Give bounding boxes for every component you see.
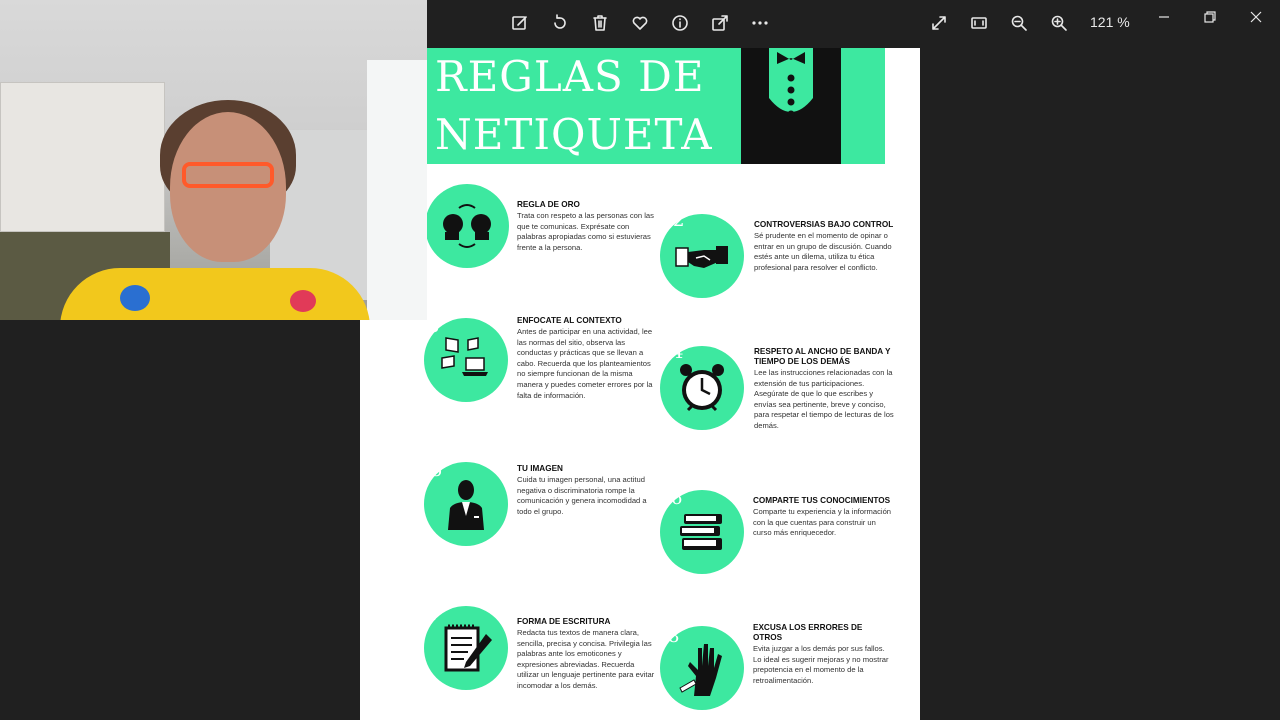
- rule-4-text: [754, 347, 894, 432]
- handshake-icon: [674, 228, 730, 284]
- delete-button[interactable]: [585, 8, 615, 38]
- writing-notepad-icon: [438, 620, 494, 676]
- restore-icon: [1204, 11, 1216, 23]
- rule-2-title: CONTROVERSIAS BAJO CONTROL: [754, 220, 894, 229]
- more-options-button[interactable]: [745, 8, 775, 38]
- more-icon: [751, 14, 769, 32]
- favorite-icon: [631, 14, 649, 32]
- rule-3-number: 3: [428, 316, 440, 337]
- rule-3-title: ENFOCATE AL CONTEXTO: [517, 316, 622, 325]
- rule-6-body: Comparte tu experiencia y la información con la que cuentas para construir un curso más enriquecedor.: [753, 507, 892, 538]
- rule-6-text: [753, 496, 893, 539]
- rule-3-text: [517, 316, 657, 401]
- zoom-out-button[interactable]: [1004, 8, 1034, 38]
- rule-2-body: Sé prudente en el momento de opinar o entrar en un grupo de discusión. Cuando estés ante un dilema, utiliza tu ética profesional para resolver el conflicto.: [754, 231, 892, 272]
- minimize-icon: [1158, 11, 1170, 23]
- banner-title-line2: NETIQUETA: [435, 110, 713, 159]
- rule-5-number: 5: [431, 460, 443, 481]
- helping-hands-icon: [674, 640, 730, 696]
- info-icon: [671, 14, 689, 32]
- rule-6-number: 6: [671, 488, 683, 509]
- edit-button[interactable]: [505, 8, 535, 38]
- alarm-clock-icon: [674, 360, 730, 416]
- zoom-in-button[interactable]: [1044, 8, 1074, 38]
- rule-8-title: EXCUSA LOS ERRORES DE OTROS: [753, 623, 863, 642]
- book-stack-icon: [674, 504, 730, 560]
- webcam-overlay: [0, 0, 427, 320]
- webcam-shirt-flower: [120, 285, 150, 311]
- fullscreen-icon: [930, 14, 948, 32]
- fullscreen-button[interactable]: [924, 8, 954, 38]
- rule-5-title: TU IMAGEN: [517, 464, 563, 473]
- share-icon: [711, 14, 729, 32]
- title-banner: [427, 48, 885, 164]
- rule-2-text: [754, 220, 894, 273]
- viewer-toolbar: [0, 0, 1280, 46]
- rotate-button[interactable]: [545, 8, 575, 38]
- fit-to-window-button[interactable]: [964, 8, 994, 38]
- webcam-shirt-flower: [290, 290, 316, 312]
- document-page: [360, 48, 920, 720]
- rule-7-body: Redacta tus textos de manera clara, sencilla, precisa y concisa. Privilegia las palabras ante los emoticones y expresiones abreviadas. Recuerda utilizar un lenguaje pertinente para evitar incomodar a los demás.: [517, 628, 655, 690]
- books-laptop-icon: [438, 332, 494, 388]
- webcam-shirt: [60, 268, 370, 320]
- rule-7-number: 7: [430, 604, 442, 625]
- rule-1-text: [517, 200, 657, 253]
- close-icon: [1250, 11, 1262, 23]
- edit-icon: [511, 14, 529, 32]
- tuxedo-icon: [733, 48, 849, 164]
- minimize-button[interactable]: [1144, 4, 1184, 30]
- businessman-icon: [438, 476, 494, 532]
- rule-7-text: [517, 617, 657, 692]
- rule-3-body: Antes de participar en una actividad, lee las normas del sitio, observa las conductas y prácticas que se llevan a cabo. Recuerda que los planteamientos no siempre funcionan de la misma manera y puedes cometer errores por la falta de información.: [517, 327, 653, 400]
- share-button[interactable]: [705, 8, 735, 38]
- favorite-button[interactable]: [625, 8, 655, 38]
- banner-title-line1: REGLAS DE: [435, 52, 705, 101]
- rule-8-number: 8: [668, 626, 680, 647]
- rule-2-number: 2: [673, 210, 685, 231]
- rule-6-title: COMPARTE TUS CONOCIMIENTOS: [753, 496, 891, 505]
- banner-title: [435, 48, 713, 164]
- rule-1-title: REGLA DE ORO: [517, 200, 580, 209]
- rule-8-body: Evita juzgar a los demás por sus fallos. Lo ideal es sugerir mejoras y no mostrar prepotencia en el momento de la retroalimentación.: [753, 644, 889, 685]
- zoom-in-icon: [1050, 14, 1068, 32]
- rule-4-body: Lee las instrucciones relacionadas con la extensión de tus participaciones. Asegúrate de que lo que escribes y envías sea pertinente, breve y conciso, para respetar el tiempo de lecturas de los demás.: [754, 368, 894, 430]
- rule-5-body: Cuida tu imagen personal, una actitud negativa o discriminatoria rompe la comunicación y genera incomodidad a todo el grupo.: [517, 475, 647, 516]
- webcam-glasses: [182, 162, 274, 188]
- rule-4-number: 4: [672, 342, 684, 363]
- delete-icon: [591, 14, 609, 32]
- rule-1-body: Trata con respeto a las personas con las que te comunicas. Exprésate con palabras apropiadas como si estuvieras frente a la persona.: [517, 211, 654, 252]
- zoom-out-icon: [1010, 14, 1028, 32]
- rule-8-text: [753, 623, 893, 686]
- rule-4-title: RESPETO AL ANCHO DE BANDA Y TIEMPO DE LOS DEMÁS: [754, 347, 891, 366]
- close-button[interactable]: [1236, 4, 1276, 30]
- rotate-icon: [551, 14, 569, 32]
- rule-7-title: FORMA DE ESCRITURA: [517, 617, 611, 626]
- webcam-cabinet: [0, 82, 165, 232]
- conversation-heads-icon: [439, 198, 495, 254]
- fit-icon: [970, 14, 988, 32]
- info-button[interactable]: [665, 8, 695, 38]
- webcam-window: [367, 60, 427, 320]
- rule-1-number: 1: [428, 180, 440, 201]
- restore-button[interactable]: [1190, 4, 1230, 30]
- zoom-level[interactable]: 121 %: [1090, 14, 1130, 30]
- rule-5-text: [517, 464, 657, 517]
